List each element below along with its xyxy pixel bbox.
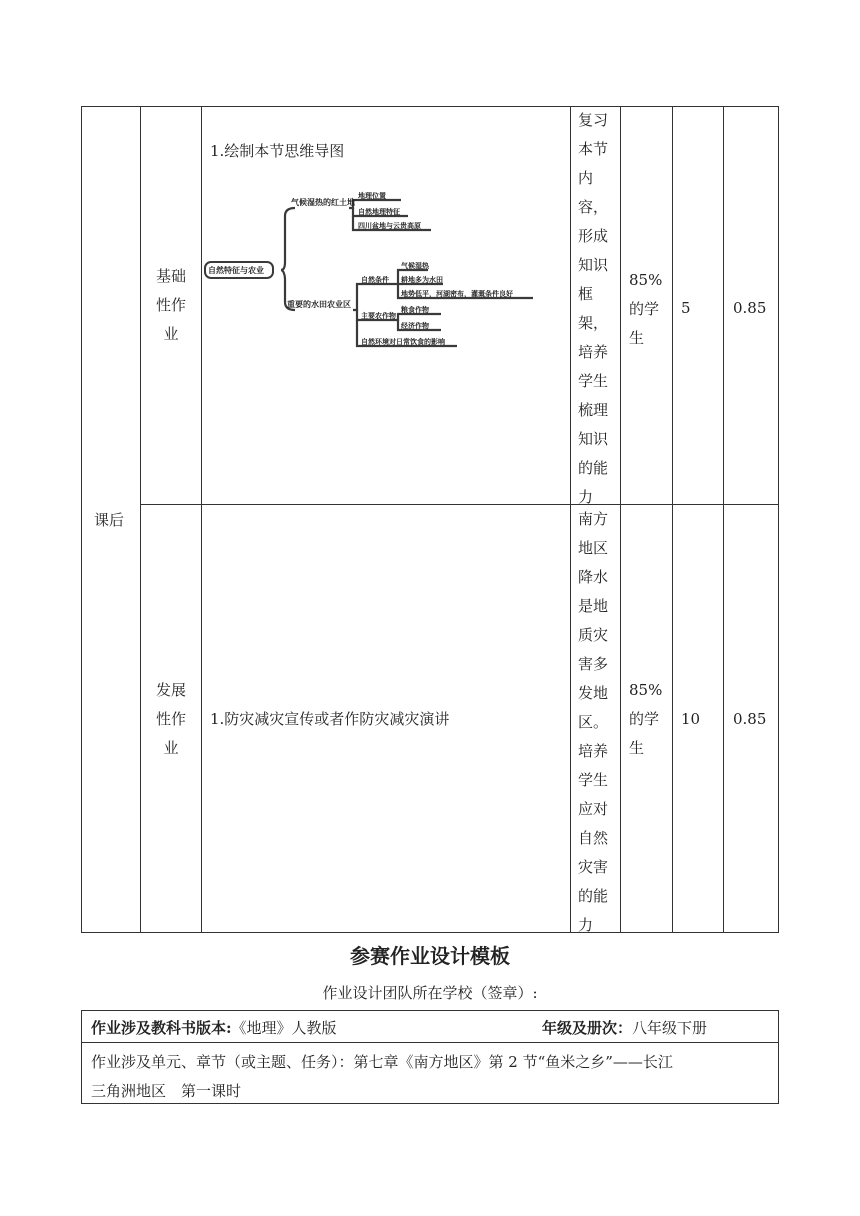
mindmap-image: [203, 170, 565, 360]
mindmap-branch1-item2: 自然地理特征: [358, 208, 400, 216]
mindmap-sub1-item1: 气候湿热: [401, 262, 429, 270]
row1-purpose-line: 力: [578, 488, 594, 506]
mindmap-sub1-item2: 耕地多为水田: [401, 276, 443, 284]
row2-purpose: 南方 地区 降水 是地 质灾 害多 发地 区。 培养 学生 应对 自然 灾害 的能 力: [578, 510, 609, 934]
mindmap-sub2-item2: 经济作物: [401, 322, 429, 330]
grade-label: 年级及册次：: [542, 1019, 633, 1037]
row1-purpose-line: 内: [578, 169, 594, 187]
mindmap-branch2-sub1: 自然条件: [361, 276, 389, 284]
row1-purpose-line: 复习: [578, 111, 609, 129]
row1-purpose-line: 形成: [578, 227, 609, 245]
mindmap-branch2: 重要的水田农业区: [287, 300, 351, 309]
mindmap-branch2-sub3: 自然环境对日常饮食的影响: [361, 338, 445, 346]
grade-row: [542, 1017, 707, 1038]
unit-line1: 作业涉及单元、章节（或主题、任务）：第七章《南方地区》第 2 节“鱼米之乡”——长江: [91, 1053, 673, 1071]
row1-time: 5: [681, 299, 691, 317]
row2-completion: 85% 的学 生: [629, 681, 663, 757]
grade-value: 八年级下册: [632, 1019, 708, 1037]
row1-purpose-line: 知识: [578, 430, 609, 448]
mindmap-branch1: 气候湿热的红土地: [291, 198, 355, 207]
textbook-row: [91, 1017, 337, 1038]
row1-purpose-line: 架，: [578, 314, 609, 332]
stage-label: 课后: [94, 511, 125, 529]
row1-purpose-line: 本节: [578, 140, 609, 158]
row1-purpose: [578, 106, 618, 512]
mindmap-root: 自然特征与农业: [208, 266, 264, 275]
row2-type: 发展 性作 业: [155, 681, 186, 757]
row1-type: 基础 性作 业: [155, 267, 186, 343]
row1-purpose-line: 学生: [578, 372, 609, 390]
mindmap-branch1-item3: 四川盆地与云贵高原: [358, 222, 421, 230]
row1-purpose-line: 容，: [578, 198, 609, 216]
row2-difficulty: 0.85: [733, 710, 767, 728]
textbook-value: 《地理》人教版: [231, 1019, 337, 1037]
row1-purpose-line: 梳理: [578, 401, 609, 419]
mindmap-sub1-item3: 地势低平，河湖密布，灌溉条件良好: [401, 290, 513, 298]
school-label: 作业设计团队所在学校（签章）:: [322, 984, 538, 1002]
row1-purpose-line: 培养: [578, 343, 609, 361]
unit-line2: 三角洲地区 第一课时: [91, 1082, 242, 1100]
row1-purpose-line: 框: [578, 285, 594, 303]
mindmap-sub2-item1: 粮食作物: [401, 306, 429, 314]
row2-content: 1.防灾减灾宣传或者作防灾减灾演讲: [210, 710, 450, 728]
unit-row: [91, 1048, 775, 1106]
row1-purpose-line: 的能: [578, 459, 609, 477]
mindmap-branch1-item1: 地理位置: [358, 192, 386, 200]
row2-time: 10: [681, 710, 701, 728]
row1-completion: 85% 的学 生: [629, 271, 663, 347]
mindmap-branch2-sub2: 主要农作物: [361, 312, 396, 320]
row1-difficulty: 0.85: [733, 299, 767, 317]
row1-content: 1.绘制本节思维导图: [210, 142, 345, 160]
row1-purpose-line: 知识: [578, 256, 609, 274]
textbook-label: 作业涉及教科书版本:: [91, 1019, 232, 1037]
template-title: 参赛作业设计模板: [350, 944, 510, 968]
